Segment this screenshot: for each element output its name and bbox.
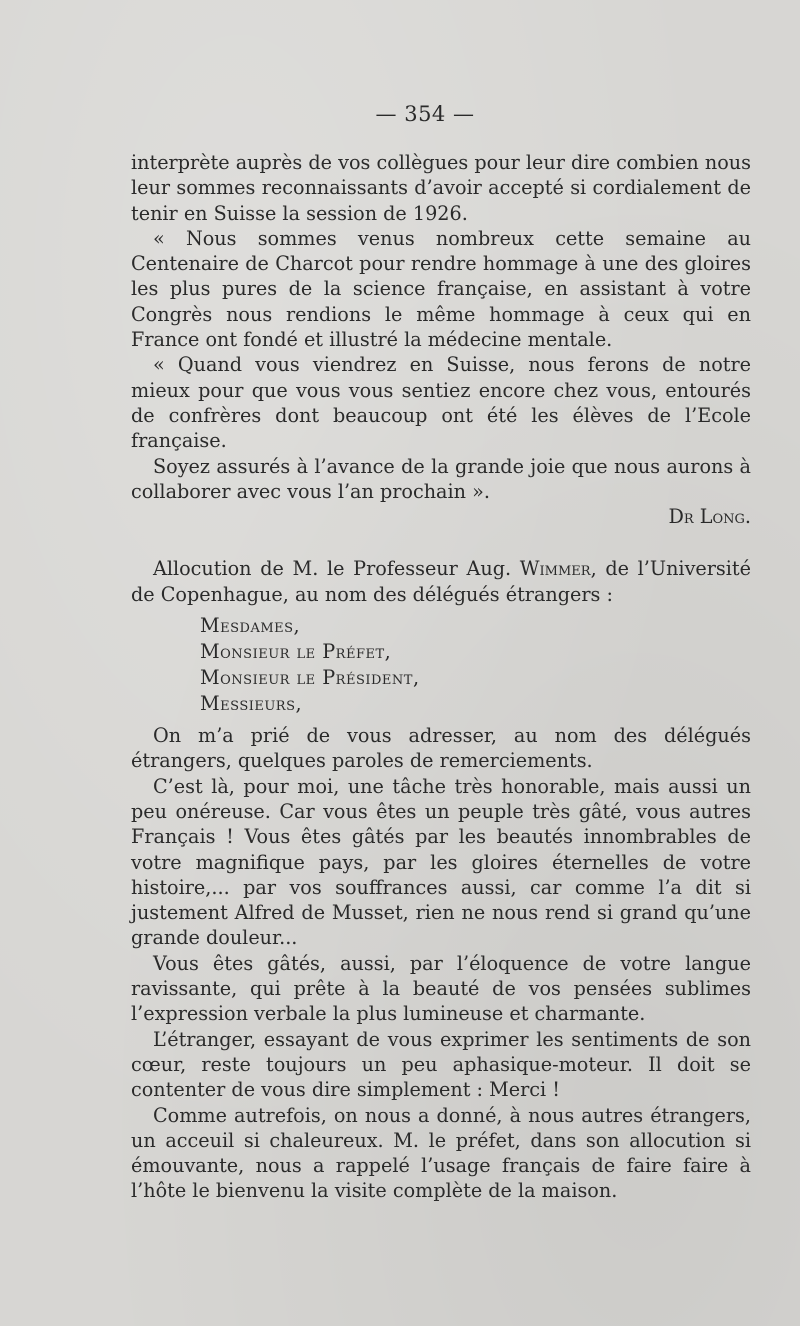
signature: Dr Long. [668,505,751,529]
salutation-line: Mesdames, [200,614,301,638]
paragraph: On m’a prié de vous adresser, au nom des délégués étrangers, quelques paroles de remerciements. [131,724,751,773]
section-gap [131,529,751,556]
salutation-line: Monsieur le Président, [200,666,420,690]
allocution-heading-post: , de l’Université de Copenhague, au nom des délégués étrangers : [131,557,751,606]
paragraph: Comme autrefois, on nous a donné, à nous autres étrangers, un acceuil si chaleureux. M. le préfet, dans son allocution si émouvante, nous a rappelé l’usage français de faire faire à l’hôte le bienvenu la visite complète de la maison. [131,1103,751,1203]
paragraph: interprète auprès de vos collègues pour leur dire combien nous leur sommes reconnaissants d’avoir accepté si cordialement de tenir en Suisse la session de 1926. [131,151,751,225]
salutations [200,613,751,717]
allocution-heading [131,556,751,607]
speaker-name: Wimmer [519,557,591,581]
paragraph: « Quand vous viendrez en Suisse, nous ferons de notre mieux pour que vous vous sentiez encore chez vous, entourés de confrères dont beaucoup ont été les élèves de l’Ecole française. [131,353,751,453]
allocution-heading-pre: Allocution de M. le Professeur Aug. [153,557,520,581]
paragraph: L’étranger, essayant de vous exprimer les sentiments de son cœur, reste toujours un peu aphasique-moteur. Il doit se contenter de vous dire simplement : Merci ! [131,1027,751,1102]
paragraph: Soyez assurés à l’avance de la grande joie que nous aurons à collaborer avec vous l’an prochain ». [131,454,751,503]
salutation-line: Monsieur le Préfet, [200,640,392,664]
body-text [131,150,751,1204]
paragraph: C’est là, pour moi, une tâche très honorable, mais aussi un peu onéreuse. Car vous êtes un peuple très gâté, vous autres Français ! Vous êtes gâtés par les beautés innombrables de votre magnifique pays, par les gloires éternelles de votre histoire,... par vos souffrances aussi, car comme l’a dit si justement Alfred de Musset, rien ne nous rend si grand qu’une grande douleur... [131,774,751,950]
salutation-line: Messieurs, [200,692,303,716]
paragraph: Vous êtes gâtés, aussi, par l’éloquence de votre langue ravissante, qui prête à la beauté de vos pensées sublimes l’expression verbale la plus lumineuse et charmante. [131,951,751,1026]
page-number: — 354 — [375,102,475,126]
paragraph: « Nous sommes venus nombreux cette semaine au Centenaire de Charcot pour rendre hommage à une des gloires les plus pures de la science française, en assistant à votre Congrès nous rendions le même hommage à ceux qui en France ont fondé et illustré la médecine mentale. [131,226,751,352]
